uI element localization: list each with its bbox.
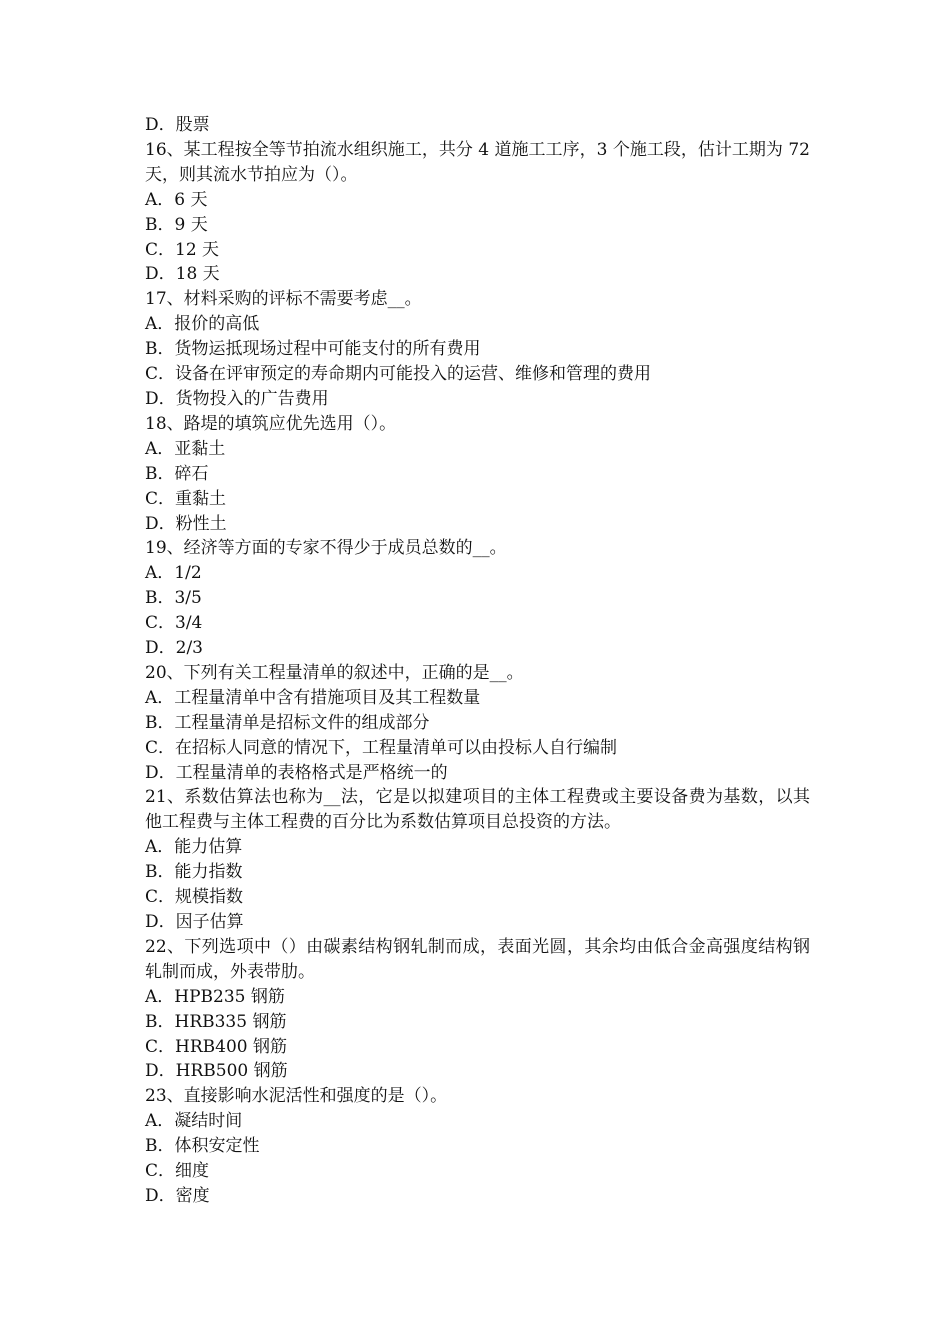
answer-option: C．设备在评审预定的寿命期内可能投入的运营、维修和管理的费用	[145, 364, 652, 385]
answer-option: B．货物运抵现场过程中可能支付的所有费用	[145, 339, 481, 360]
answer-option: A．凝结时间	[145, 1111, 243, 1132]
answer-option: C．12 天	[145, 239, 220, 260]
answer-option: D．货物投入的广告费用	[145, 388, 329, 409]
answer-option: A．能力估算	[145, 837, 243, 858]
answer-option: C．细度	[145, 1161, 210, 1182]
answer-option: A．6 天	[145, 189, 208, 210]
question-text: 16、某工程按全等节拍流水组织施工，共分 4 道施工工序，3 个施工段，估计工期为 72 天，则其流水节拍应为（）。	[145, 139, 810, 185]
exam-text-body	[145, 113, 810, 1209]
question-text: 23、直接影响水泥活性和强度的是（）。	[145, 1086, 448, 1107]
answer-option: C．重黏土	[145, 488, 227, 509]
answer-option: D．HRB500 钢筋	[145, 1061, 288, 1082]
answer-option: D．粉性土	[145, 513, 227, 534]
answer-option: D．18 天	[145, 264, 220, 285]
question-text: 22、下列选项中（）由碳素结构钢轧制而成，表面光圆，其余均由低合金高强度结构钢轧制而成，外表带肋。	[145, 936, 810, 982]
question-text: 18、路堤的填筑应优先选用（）。	[145, 413, 397, 434]
answer-option: D．密度	[145, 1185, 210, 1206]
answer-option: C．HRB400 钢筋	[145, 1036, 287, 1057]
answer-option: D．因子估算	[145, 912, 244, 932]
answer-option: D．工程量清单的表格格式是严格统一的	[145, 762, 448, 783]
answer-option: D．股票	[145, 115, 210, 135]
question-text: 21、系数估算法也称为__法，它是以拟建项目的主体工程费或主要设备费为基数，以其他工程费与主体工程费的百分比为系数估算项目总投资的方法。	[145, 787, 810, 833]
question-text: 20、下列有关工程量清单的叙述中，正确的是__。	[145, 662, 524, 683]
question-text: 17、材料采购的评标不需要考虑__。	[145, 289, 422, 310]
answer-option: B．HRB335 钢筋	[145, 1011, 287, 1032]
answer-option: B．9 天	[145, 214, 208, 235]
question-text: 19、经济等方面的专家不得少于成员总数的__。	[145, 538, 507, 559]
answer-option: C．3/4	[145, 613, 203, 634]
answer-option: D．2/3	[145, 638, 203, 659]
answer-option: B．3/5	[145, 588, 202, 609]
answer-option: C．规模指数	[145, 887, 244, 908]
answer-option: A．亚黏土	[145, 438, 226, 459]
answer-option: B．能力指数	[145, 862, 243, 883]
answer-option: A．报价的高低	[145, 314, 260, 335]
answer-option: A．工程量清单中含有措施项目及其工程数量	[145, 687, 481, 708]
answer-option: A．1/2	[145, 563, 202, 584]
answer-option: B．体积安定性	[145, 1136, 260, 1157]
answer-option: B．工程量清单是招标文件的组成部分	[145, 712, 430, 733]
answer-option: A．HPB235 钢筋	[145, 986, 285, 1007]
answer-option: C．在招标人同意的情况下，工程量清单可以由投标人自行编制	[145, 737, 618, 758]
answer-option: B．碎石	[145, 463, 209, 484]
